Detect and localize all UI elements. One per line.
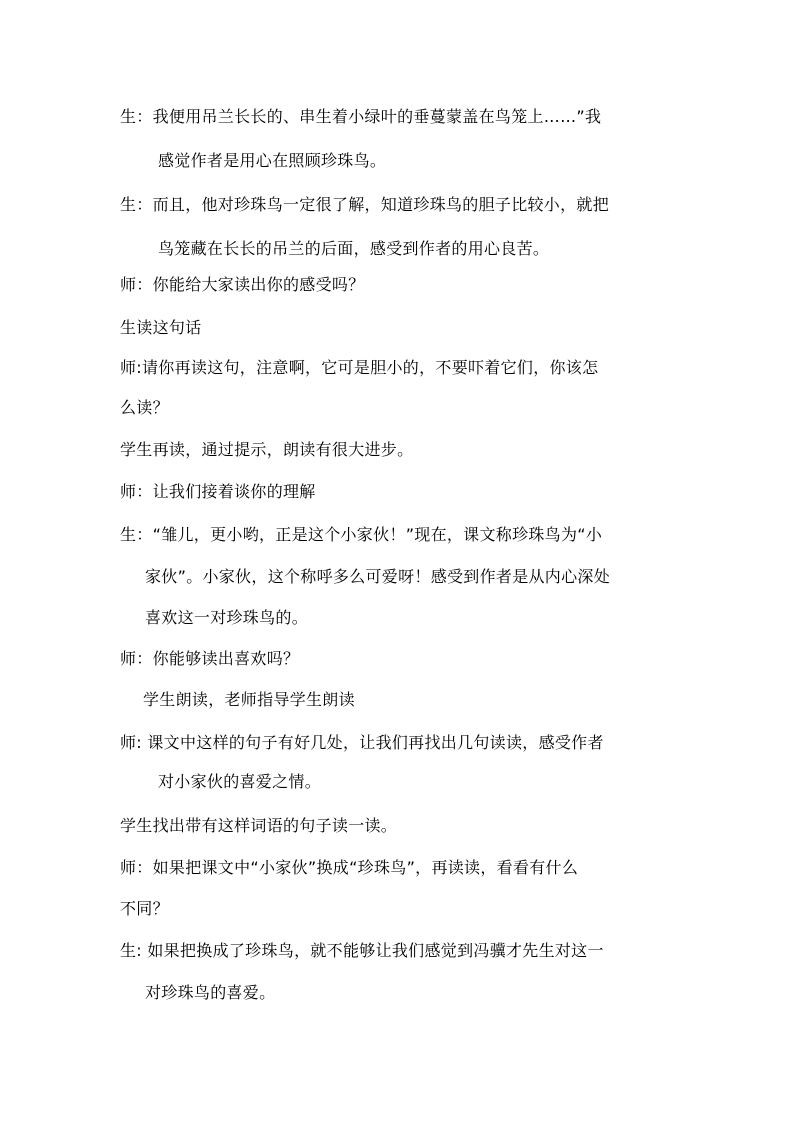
text-line: 生：“雏儿，更小哟，正是这个小家伙！”现在，课文称珍珠鸟为“小 (120, 525, 603, 544)
text-line: 师：你能够读出喜欢吗？ (120, 649, 300, 668)
text-line: 学生再读，通过提示，朗读有很大进步。 (120, 440, 414, 459)
text-line: 对珍珠鸟的喜爱。 (145, 983, 276, 1002)
text-line: 师: 课文中这样的句子有好几处，让我们再找出几句读读，感受作者 (120, 733, 604, 752)
text-line: 学生朗读，老师指导学生朗读 (143, 690, 355, 709)
text-line: 师：你能给大家读出你的感受吗？ (120, 275, 365, 294)
text-line: 生读这句话 (120, 318, 202, 337)
text-line: 学生找出带有这样词语的句子读一读。 (120, 816, 398, 835)
text-line: 不同？ (120, 899, 169, 918)
text-line: 家伙”。小家伙，这个称呼多么可爱呀！感受到作者是从内心深处 (145, 567, 610, 586)
text-line: 生：而且，他对珍珠鸟一定很了解，知道珍珠鸟的胆子比较小，就把 (120, 195, 610, 214)
text-line: 么读？ (120, 398, 169, 417)
text-line: 感觉作者是用心在照顾珍珠鸟。 (158, 151, 387, 170)
text-line: 鸟笼藏在长长的吊兰的后面，感受到作者的用心良苦。 (158, 239, 550, 258)
text-line: 师:请你再读这句，注意啊，它可是胆小的，不要吓着它们，你该怎 (120, 358, 599, 377)
text-line: 师：让我们接着谈你的理解 (120, 482, 316, 501)
text-line: 对小家伙的喜爱之情。 (158, 772, 322, 791)
text-line: 生: 如果把换成了珍珠鸟，就不能够让我们感觉到冯骥才先生对这一 (120, 941, 604, 960)
text-line: 喜欢这一对珍珠鸟的。 (145, 608, 309, 627)
text-line: 师：如果把课文中“小家伙”换成“珍珠鸟”，再读读，看看有什么 (120, 858, 579, 877)
text-line: 生：我便用吊兰长长的、串生着小绿叶的垂蔓蒙盖在鸟笼上……”我 (120, 107, 602, 126)
